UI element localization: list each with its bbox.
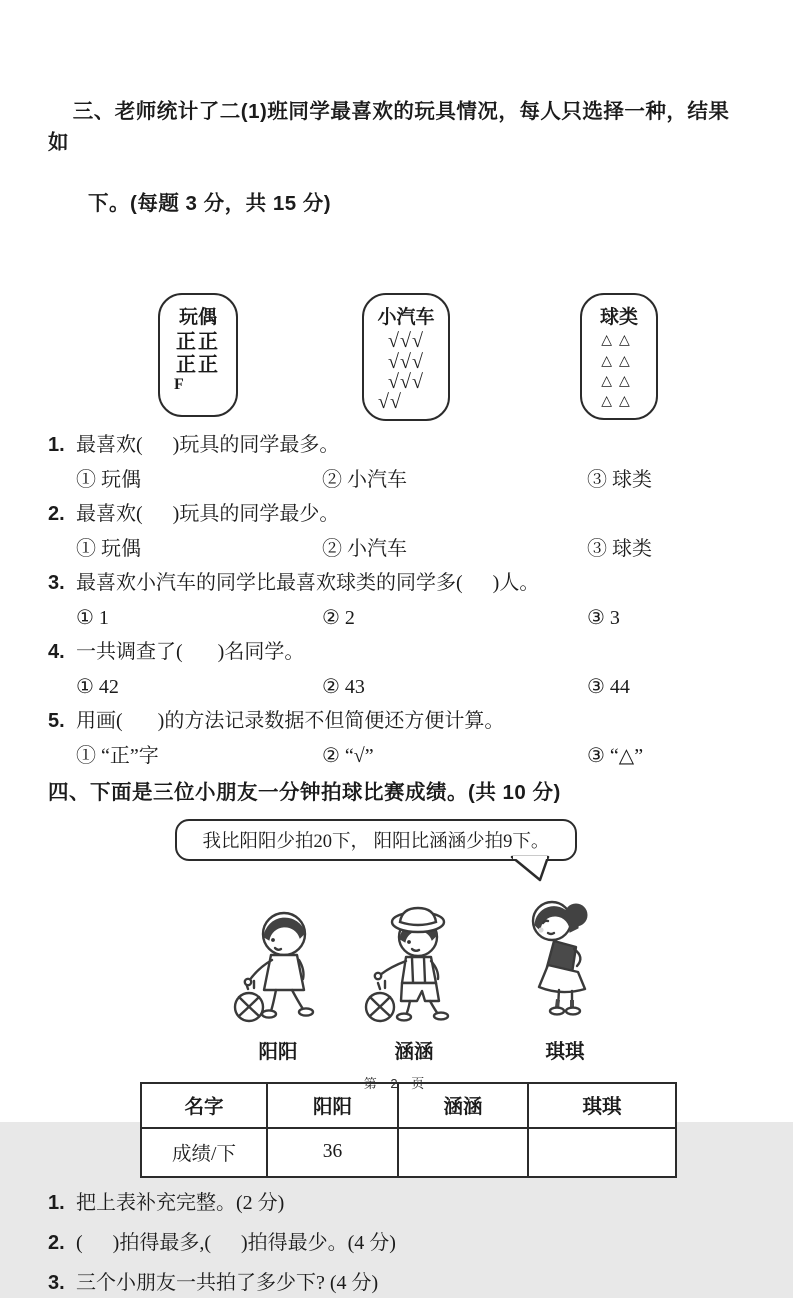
section4-title: 四、下面是三位小朋友一分钟拍球比赛成绩。(共 10 分) <box>48 780 561 804</box>
tally-chart <box>48 293 745 421</box>
kid-hanhan <box>352 897 476 1064</box>
kid-label-hanhan: 涵涵 <box>394 1041 434 1063</box>
header-yangyang: 阳阳 <box>267 1083 398 1128</box>
option-3: ③ 球类 <box>587 537 652 560</box>
section4-questions <box>48 1189 745 1298</box>
options-row <box>48 604 745 632</box>
score-table-value-row <box>141 1128 676 1177</box>
tally-marks-row: 正正 <box>176 331 220 354</box>
options-row <box>48 535 745 563</box>
option-3: ③ “△” <box>587 744 644 767</box>
cell-yangyang-score: 36 <box>267 1128 398 1177</box>
question-number: 3. <box>48 571 65 594</box>
tally-box-dolls <box>158 293 238 417</box>
question-number: 2. <box>48 1231 65 1254</box>
tally-marks-row: △△ <box>601 333 637 349</box>
speech-bubble-text: 我比阳阳少拍20下， 阳阳比涵涵少拍9下。 <box>202 831 550 852</box>
question-text: 一共调查了( )名同学。 <box>76 640 305 663</box>
s3-question-2 <box>48 500 745 563</box>
question-number: 1. <box>48 1191 65 1214</box>
options-row <box>48 673 745 701</box>
tally-marks-row: △△ <box>601 373 637 389</box>
option-1: ① 1 <box>76 606 109 629</box>
question-text: 三个小朋友一共拍了多少下? (4 分) <box>76 1271 379 1294</box>
s4-question-2 <box>48 1229 745 1258</box>
question-text: 用画( )的方法记录数据不但简便还方便计算。 <box>76 709 505 732</box>
kid-yangyang <box>216 897 340 1064</box>
s3-question-4 <box>48 638 745 701</box>
option-1: ① “正”字 <box>76 744 159 767</box>
options-row <box>48 466 745 494</box>
row-label-score: 成绩/下 <box>141 1128 267 1177</box>
question-number: 1. <box>48 433 65 456</box>
option-2: ② 小汽车 <box>322 537 407 560</box>
speech-bubble <box>175 819 577 861</box>
s3-question-5 <box>48 707 745 770</box>
tally-marks-row: 正正 <box>176 353 220 376</box>
tally-marks-row: △△ <box>601 394 637 410</box>
option-2: ② 小汽车 <box>322 468 407 491</box>
question-text: 最喜欢( )玩具的同学最多。 <box>76 433 340 456</box>
s4-question-3 <box>48 1269 745 1298</box>
header-qiqi: 琪琪 <box>528 1083 676 1128</box>
page-number: 第 2 页 <box>363 1076 430 1091</box>
option-1: ① 玩偶 <box>76 537 141 560</box>
boy-with-hat-bouncing-ball-icon <box>352 897 476 1029</box>
option-3: ③ 3 <box>587 606 620 629</box>
speech-bubble-tail <box>509 856 553 883</box>
option-2: ② 43 <box>322 675 365 698</box>
girl-bowing-icon <box>510 889 620 1029</box>
question-number: 5. <box>48 709 65 732</box>
option-3: ③ 球类 <box>587 468 652 491</box>
tally-marks-row: √√√ <box>388 350 424 373</box>
section3-title-line2: 下。(每题 3 分，共 15 分) <box>88 192 332 215</box>
score-table <box>140 1082 677 1178</box>
section3-title <box>48 66 745 281</box>
tally-marks-row: √√ <box>378 391 402 414</box>
option-1: ① 玩偶 <box>76 468 141 491</box>
partial-zheng-tally-icon: F <box>174 376 184 394</box>
tally-box-balls-label: 球类 <box>599 307 638 329</box>
option-2: ② “√” <box>322 744 374 767</box>
tally-marks-row: △△ <box>601 353 637 369</box>
question-text: 最喜欢( )玩具的同学最少。 <box>76 502 340 525</box>
kid-qiqi <box>510 889 620 1064</box>
question-number: 4. <box>48 640 65 663</box>
section3-title-line1: 三、老师统计了二(1)班同学最喜欢的玩具情况，每人只选择一种，结果如 <box>48 99 730 154</box>
question-number: 3. <box>48 1271 65 1294</box>
tally-box-cars-label: 小汽车 <box>377 307 435 329</box>
option-2: ② 2 <box>322 606 355 629</box>
tally-box-cars <box>362 293 450 421</box>
option-3: ③ 44 <box>587 675 630 698</box>
cell-qiqi-score-blank <box>528 1128 676 1177</box>
boy-bouncing-ball-icon <box>216 897 340 1029</box>
kid-label-qiqi: 琪琪 <box>545 1041 585 1063</box>
header-hanhan: 涵涵 <box>398 1083 528 1128</box>
s4-question-1 <box>48 1189 745 1218</box>
tally-marks-row: √√√ <box>388 330 424 353</box>
tally-marks-row: √√√ <box>388 371 424 394</box>
question-text: 最喜欢小汽车的同学比最喜欢球类的同学多( )人。 <box>76 571 540 594</box>
tally-box-dolls-label: 玩偶 <box>178 307 217 329</box>
question-text: 把上表补充完整。(2 分) <box>76 1191 285 1214</box>
kid-label-yangyang: 阳阳 <box>258 1041 298 1063</box>
s3-question-1 <box>48 431 745 494</box>
kids-illustration <box>216 889 745 1064</box>
tally-box-balls <box>580 293 658 420</box>
header-name: 名字 <box>141 1083 267 1128</box>
options-row <box>48 742 745 770</box>
question-number: 2. <box>48 502 65 525</box>
question-text: ( )拍得最多,( )拍得最少。(4 分) <box>76 1231 396 1254</box>
option-1: ① 42 <box>76 675 119 698</box>
s3-question-3 <box>48 569 745 632</box>
cell-hanhan-score-blank <box>398 1128 528 1177</box>
